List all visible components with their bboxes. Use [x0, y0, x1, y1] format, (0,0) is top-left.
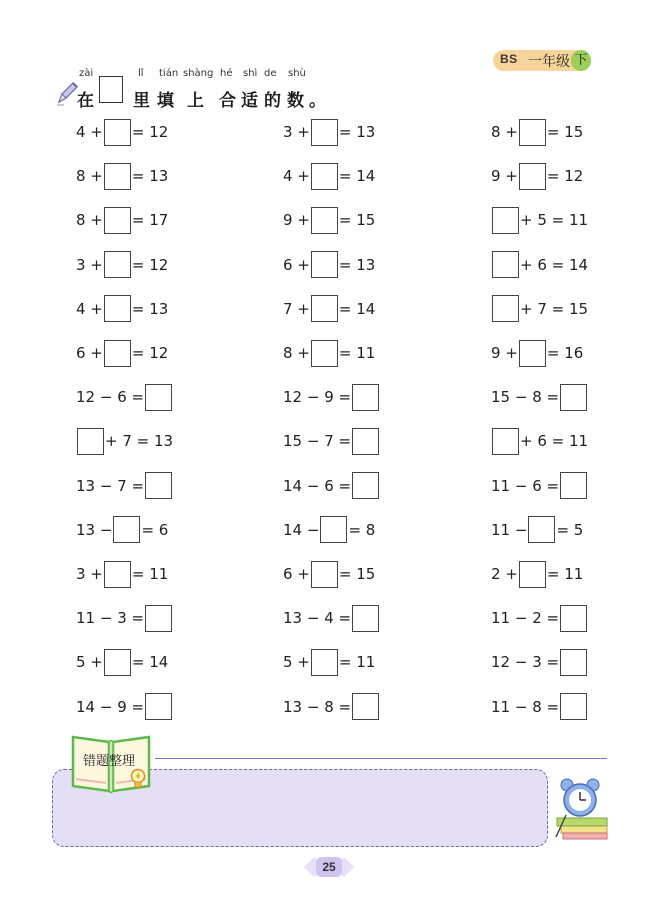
- answer-box[interactable]: [519, 561, 546, 588]
- problem-item: [283, 118, 375, 146]
- problem-item: [283, 383, 380, 411]
- instruction-char: 填: [157, 91, 174, 111]
- problem-prefix: 15 − 7 =: [283, 432, 352, 451]
- pinyin-tian: tián: [159, 68, 179, 79]
- pencil-icon: [55, 80, 79, 106]
- problem-prefix: 5 +: [76, 653, 103, 672]
- problem-suffix: = 14: [338, 167, 376, 186]
- answer-box[interactable]: [352, 428, 379, 455]
- problem-prefix: 6 +: [283, 255, 310, 274]
- pinyin-shi: shì: [243, 68, 258, 79]
- problem-prefix: 6 +: [283, 565, 310, 583]
- problem-suffix: = 11: [546, 565, 584, 583]
- problem-prefix: 12 − 9 =: [283, 388, 352, 407]
- problem-prefix: 8 +: [76, 167, 103, 186]
- problem-prefix: 14 − 6 =: [283, 476, 352, 495]
- problem-suffix: = 12: [131, 255, 169, 274]
- problem-prefix: 9 +: [491, 167, 518, 186]
- problem-item: [491, 383, 588, 411]
- problem-item: [76, 162, 168, 190]
- problem-item: [283, 295, 375, 323]
- instruction-char: 数: [287, 91, 304, 111]
- answer-box[interactable]: [104, 207, 131, 234]
- problem-suffix: + 6 = 11: [520, 432, 589, 451]
- problem-item: [76, 516, 168, 544]
- problem-prefix: 14 −: [283, 520, 320, 539]
- instruction-char: 上: [187, 91, 204, 111]
- answer-box[interactable]: [560, 693, 587, 720]
- problem-prefix: 13 − 4 =: [283, 609, 352, 628]
- instruction-char: 在: [77, 91, 94, 111]
- answer-box[interactable]: [104, 295, 131, 322]
- problem-prefix: 13 − 8 =: [283, 697, 352, 716]
- problem-suffix: = 13: [338, 255, 376, 274]
- problem-suffix: = 15: [338, 211, 376, 230]
- problem-prefix: 11 − 6 =: [491, 476, 560, 495]
- problem-prefix: 5 +: [283, 653, 310, 672]
- volume-label: 下: [571, 50, 591, 71]
- problem-prefix: 7 +: [283, 299, 310, 318]
- answer-box[interactable]: [104, 119, 131, 146]
- answer-box[interactable]: [311, 207, 338, 234]
- answer-box[interactable]: [560, 605, 587, 632]
- answer-box[interactable]: [145, 472, 172, 499]
- answer-box[interactable]: [320, 516, 347, 543]
- problem-item: [491, 604, 588, 632]
- problem-item: [283, 693, 380, 721]
- answer-box[interactable]: [528, 516, 555, 543]
- problem-item: [283, 472, 380, 500]
- problem-suffix: = 17: [131, 211, 169, 230]
- problem-item: [491, 295, 588, 323]
- problem-prefix: 3 +: [76, 565, 103, 583]
- problem-item: [76, 427, 173, 455]
- problem-prefix: 11 −: [491, 520, 528, 539]
- problem-suffix: = 13: [131, 167, 169, 186]
- problem-item: [283, 251, 375, 279]
- answer-box[interactable]: [113, 516, 140, 543]
- answer-box[interactable]: [519, 340, 546, 367]
- answer-box[interactable]: [560, 384, 587, 411]
- answer-box[interactable]: [145, 605, 172, 632]
- answer-box[interactable]: [519, 119, 546, 146]
- problem-item: [491, 118, 583, 146]
- problem-item: [76, 472, 173, 500]
- problem-suffix: = 5: [556, 520, 584, 539]
- problem-suffix: = 15: [546, 123, 584, 141]
- problem-item: [76, 604, 173, 632]
- problem-item: [283, 604, 380, 632]
- problem-prefix: 12 − 6 =: [76, 388, 145, 407]
- problem-item: [76, 383, 173, 411]
- problem-suffix: = 12: [131, 123, 169, 141]
- problem-suffix: = 14: [131, 653, 169, 672]
- problem-item: [76, 693, 173, 721]
- problem-prefix: 11 − 8 =: [491, 697, 560, 716]
- problem-prefix: 9 +: [491, 344, 518, 362]
- problem-item: [283, 516, 375, 544]
- answer-box[interactable]: [352, 472, 379, 499]
- problem-item: [491, 162, 583, 190]
- alarm-clock-icon: [553, 775, 613, 841]
- answer-box[interactable]: [311, 649, 338, 676]
- problem-item: [491, 339, 583, 367]
- answer-box[interactable]: [311, 163, 338, 190]
- problem-prefix: 12 − 3 =: [491, 653, 560, 672]
- problem-item: [491, 560, 583, 588]
- problem-item: [76, 295, 168, 323]
- problem-item: [491, 472, 588, 500]
- problem-item: [283, 162, 375, 190]
- problem-prefix: 15 − 8 =: [491, 388, 560, 407]
- answer-box[interactable]: [352, 605, 379, 632]
- answer-box[interactable]: [352, 693, 379, 720]
- pinyin-zai: zài: [79, 68, 94, 79]
- answer-box[interactable]: [311, 340, 338, 367]
- problem-prefix: 2 +: [491, 565, 518, 583]
- problem-prefix: 9 +: [283, 211, 310, 230]
- problem-prefix: 3 +: [76, 255, 103, 274]
- problem-prefix: 13 −: [76, 520, 113, 539]
- problem-prefix: 11 − 3 =: [76, 609, 145, 628]
- problem-item: [76, 339, 168, 367]
- problem-suffix: = 11: [131, 565, 169, 583]
- problem-prefix: 4 +: [283, 167, 310, 186]
- answer-box[interactable]: [519, 163, 546, 190]
- problem-suffix: = 13: [131, 299, 169, 318]
- problem-item: [283, 339, 375, 367]
- problem-suffix: = 15: [338, 565, 376, 583]
- problem-item: [491, 206, 588, 234]
- instruction-blank-box: [99, 76, 123, 103]
- problem-suffix: = 11: [338, 344, 376, 362]
- instruction-char: 适: [241, 91, 258, 111]
- problem-prefix: 11 − 2 =: [491, 609, 560, 628]
- problem-item: [283, 648, 375, 676]
- answer-box[interactable]: [311, 119, 338, 146]
- answer-box[interactable]: [560, 472, 587, 499]
- problem-item: [76, 648, 168, 676]
- problem-suffix: = 6: [141, 520, 169, 539]
- section-divider: [155, 758, 607, 759]
- problem-prefix: 8 +: [491, 123, 518, 141]
- problem-prefix: 6 +: [76, 344, 103, 362]
- instruction-char: 合: [219, 91, 236, 111]
- problem-item: [491, 251, 588, 279]
- problem-item: [76, 251, 168, 279]
- answer-box[interactable]: [145, 693, 172, 720]
- pinyin-shang: shàng: [183, 68, 214, 79]
- answer-box[interactable]: [560, 649, 587, 676]
- answer-box[interactable]: [104, 251, 131, 278]
- answer-box[interactable]: [352, 384, 379, 411]
- lightbulb-icon: [129, 767, 147, 791]
- problem-prefix: 13 − 7 =: [76, 476, 145, 495]
- problem-suffix: = 8: [348, 520, 376, 539]
- instruction-char: 里: [133, 91, 150, 111]
- pinyin-li: lǐ: [138, 68, 144, 79]
- problem-suffix: = 13: [338, 123, 376, 141]
- answer-box[interactable]: [145, 384, 172, 411]
- problem-suffix: = 14: [338, 299, 376, 318]
- answer-box[interactable]: [104, 561, 131, 588]
- grade-label: 一年级: [528, 54, 570, 70]
- problem-suffix: + 7 = 13: [105, 432, 174, 451]
- problem-prefix: 14 − 9 =: [76, 697, 145, 716]
- answer-box[interactable]: [311, 295, 338, 322]
- problem-prefix: 4 +: [76, 123, 103, 141]
- page-number: 25: [322, 860, 336, 874]
- answer-box[interactable]: [492, 428, 519, 455]
- problem-prefix: 4 +: [76, 299, 103, 318]
- answer-box[interactable]: [492, 295, 519, 322]
- review-label: 错题整理: [83, 754, 136, 769]
- problem-suffix: = 12: [131, 344, 169, 362]
- problem-suffix: + 5 = 11: [520, 211, 589, 230]
- problem-prefix: 3 +: [283, 123, 310, 141]
- answer-box[interactable]: [492, 251, 519, 278]
- pinyin-shu: shù: [288, 68, 306, 79]
- problem-item: [491, 427, 588, 455]
- problem-item: [283, 560, 375, 588]
- problem-prefix: 8 +: [283, 344, 310, 362]
- problem-item: [491, 693, 588, 721]
- answer-box[interactable]: [104, 649, 131, 676]
- problem-suffix: + 7 = 15: [520, 299, 589, 318]
- problem-prefix: 8 +: [76, 211, 103, 230]
- problem-item: [283, 206, 375, 234]
- answer-box[interactable]: [104, 163, 131, 190]
- problem-item: [76, 560, 168, 588]
- pinyin-he: hé: [220, 68, 233, 79]
- instruction-char: 。: [309, 91, 326, 111]
- answer-box[interactable]: [311, 251, 338, 278]
- problem-item: [491, 516, 583, 544]
- problem-item: [76, 206, 168, 234]
- edition-code: BS: [500, 52, 518, 66]
- problem-item: [491, 648, 588, 676]
- answer-box[interactable]: [77, 428, 104, 455]
- problem-suffix: = 11: [338, 653, 376, 672]
- problem-item: [76, 118, 168, 146]
- answer-box[interactable]: [104, 340, 131, 367]
- pinyin-de: de: [264, 68, 277, 79]
- answer-box[interactable]: [311, 561, 338, 588]
- problem-suffix: + 6 = 14: [520, 255, 589, 274]
- answer-box[interactable]: [492, 207, 519, 234]
- problem-item: [283, 427, 380, 455]
- instruction-char: 的: [264, 91, 281, 111]
- problem-suffix: = 16: [546, 344, 584, 362]
- problem-suffix: = 12: [546, 167, 584, 186]
